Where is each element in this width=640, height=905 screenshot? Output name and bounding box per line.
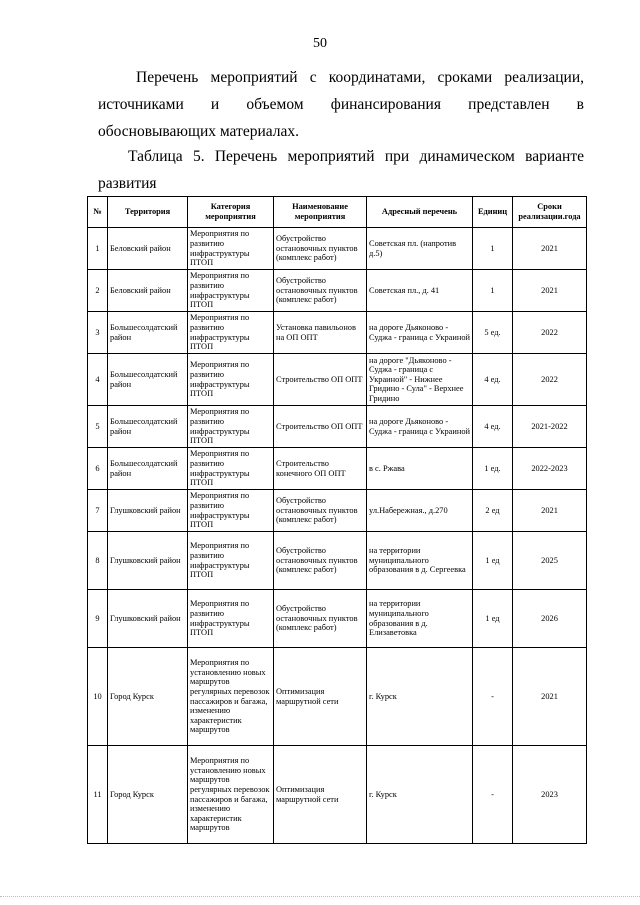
cell-territory: Глушковский район: [108, 590, 188, 648]
cell-dates: 2021-2022: [513, 406, 587, 448]
cell-dates: 2022: [513, 354, 587, 406]
cell-number: 8: [88, 532, 108, 590]
cell-address: на дороге Дьяконово - Суджа - граница с Украиной: [367, 312, 473, 354]
cell-category: Мероприятия по развитию инфраструктуры ПТОП: [188, 490, 274, 532]
cell-units: 5 ед.: [473, 312, 513, 354]
cell-territory: Большесолдатский район: [108, 448, 188, 490]
cell-units: 1: [473, 270, 513, 312]
cell-category: Мероприятия по развитию инфраструктуры ПТОП: [188, 532, 274, 590]
cell-territory: Большесолдатский район: [108, 406, 188, 448]
cell-territory: Беловский район: [108, 270, 188, 312]
cell-name: Оптимизация маршрутной сети: [274, 648, 367, 746]
cell-category: Мероприятия по развитию инфраструктуры ПТОП: [188, 312, 274, 354]
cell-category: Мероприятия по установлению новых маршрутов регулярных перевозок пассажиров и багажа, изменению характеристик маршрутов: [188, 746, 274, 844]
cell-address: г. Курск: [367, 648, 473, 746]
cell-dates: 2021: [513, 490, 587, 532]
table-caption: Таблица 5. Перечень мероприятий при динамическом варианте развития: [98, 148, 584, 192]
cell-address: Советская пл. (напротив д.5): [367, 228, 473, 270]
cell-number: 1: [88, 228, 108, 270]
table-row: [88, 590, 587, 648]
cell-number: 5: [88, 406, 108, 448]
cell-dates: 2021: [513, 270, 587, 312]
table-row: [88, 270, 587, 312]
cell-dates: 2023: [513, 746, 587, 844]
cell-address: в с. Ржава: [367, 448, 473, 490]
header-number: №: [88, 197, 108, 228]
cell-number: 6: [88, 448, 108, 490]
cell-name: Обустройство остановочных пунктов (комплекс работ): [274, 270, 367, 312]
table-row: [88, 448, 587, 490]
cell-units: 4 ед.: [473, 406, 513, 448]
cell-territory: Глушковский район: [108, 532, 188, 590]
cell-territory: Беловский район: [108, 228, 188, 270]
cell-address: Советская пл., д. 41: [367, 270, 473, 312]
cell-name: Установка павильонов на ОП ОПТ: [274, 312, 367, 354]
header-units: Единиц: [473, 197, 513, 228]
cell-dates: 2022: [513, 312, 587, 354]
cell-name: Обустройство остановочных пунктов (комплекс работ): [274, 590, 367, 648]
page-number: 50: [313, 36, 327, 51]
cell-category: Мероприятия по развитию инфраструктуры ПТОП: [188, 590, 274, 648]
cell-name: Обустройство остановочных пунктов (комплекс работ): [274, 228, 367, 270]
cell-name: Строительство ОП ОПТ: [274, 354, 367, 406]
cell-number: 3: [88, 312, 108, 354]
table-row: [88, 490, 587, 532]
cell-address: на территории муниципального образования в д. Сергеевка: [367, 532, 473, 590]
cell-territory: Город Курск: [108, 648, 188, 746]
cell-name: Строительство конечного ОП ОПТ: [274, 448, 367, 490]
cell-category: Мероприятия по развитию инфраструктуры ПТОП: [188, 448, 274, 490]
table-row: [88, 228, 587, 270]
table-row: [88, 312, 587, 354]
cell-number: 11: [88, 746, 108, 844]
cell-dates: 2026: [513, 590, 587, 648]
cell-territory: Город Курск: [108, 746, 188, 844]
cell-category: Мероприятия по развитию инфраструктуры ПТОП: [188, 228, 274, 270]
table-row: [88, 406, 587, 448]
cell-units: 1: [473, 228, 513, 270]
header-address: Адресный перечень: [367, 197, 473, 228]
cell-units: 4 ед.: [473, 354, 513, 406]
events-table: [87, 196, 587, 844]
table-row: [88, 532, 587, 590]
cell-address: на территории муниципального образования в д. Елизаветовка: [367, 590, 473, 648]
cell-units: -: [473, 648, 513, 746]
cell-territory: Большесолдатский район: [108, 312, 188, 354]
cell-units: -: [473, 746, 513, 844]
header-territory: Территория: [108, 197, 188, 228]
cell-category: Мероприятия по развитию инфраструктуры ПТОП: [188, 354, 274, 406]
cell-dates: 2021: [513, 228, 587, 270]
header-name: Наименование мероприятия: [274, 197, 367, 228]
cell-number: 9: [88, 590, 108, 648]
cell-name: Обустройство остановочных пунктов (комплекс работ): [274, 490, 367, 532]
cell-address: ул.Набережная., д.270: [367, 490, 473, 532]
header-category: Категория мероприятия: [188, 197, 274, 228]
cell-dates: 2025: [513, 532, 587, 590]
header-dates: Сроки реализации.года: [513, 197, 587, 228]
table-header-row: [88, 197, 587, 228]
cell-name: Оптимизация маршрутной сети: [274, 746, 367, 844]
cell-number: 4: [88, 354, 108, 406]
table-row: [88, 648, 587, 746]
cell-number: 10: [88, 648, 108, 746]
table-row: [88, 746, 587, 844]
cell-territory: Глушковский район: [108, 490, 188, 532]
cell-dates: 2021: [513, 648, 587, 746]
cell-number: 7: [88, 490, 108, 532]
cell-units: 1 ед.: [473, 448, 513, 490]
cell-category: Мероприятия по развитию инфраструктуры ПТОП: [188, 406, 274, 448]
cell-name: Обустройство остановочных пунктов (комплекс работ): [274, 532, 367, 590]
cell-category: Мероприятия по развитию инфраструктуры ПТОП: [188, 270, 274, 312]
cell-number: 2: [88, 270, 108, 312]
cell-units: 1 ед: [473, 590, 513, 648]
cell-units: 1 ед: [473, 532, 513, 590]
cell-category: Мероприятия по установлению новых маршрутов регулярных перевозок пассажиров и багажа, изменению характеристик маршрутов: [188, 648, 274, 746]
cell-address: на дороге Дьяконово - Суджа - граница с Украиной: [367, 406, 473, 448]
cell-dates: 2022-2023: [513, 448, 587, 490]
table-row: [88, 354, 587, 406]
cell-address: г. Курск: [367, 746, 473, 844]
cell-address: на дороге "Дьяконово - Суджа - граница с Украиной" - Нижнее Гридино - Сула" - Верхнее Гридино: [367, 354, 473, 406]
page-bottom-edge: [0, 896, 640, 903]
intro-paragraph: Перечень мероприятий с координатами, сроками реализации, источниками и объемом финансирования представлен в обосновывающих материалах.: [98, 69, 584, 140]
cell-name: Строительство ОП ОПТ: [274, 406, 367, 448]
cell-territory: Большесолдатский район: [108, 354, 188, 406]
cell-units: 2 ед: [473, 490, 513, 532]
